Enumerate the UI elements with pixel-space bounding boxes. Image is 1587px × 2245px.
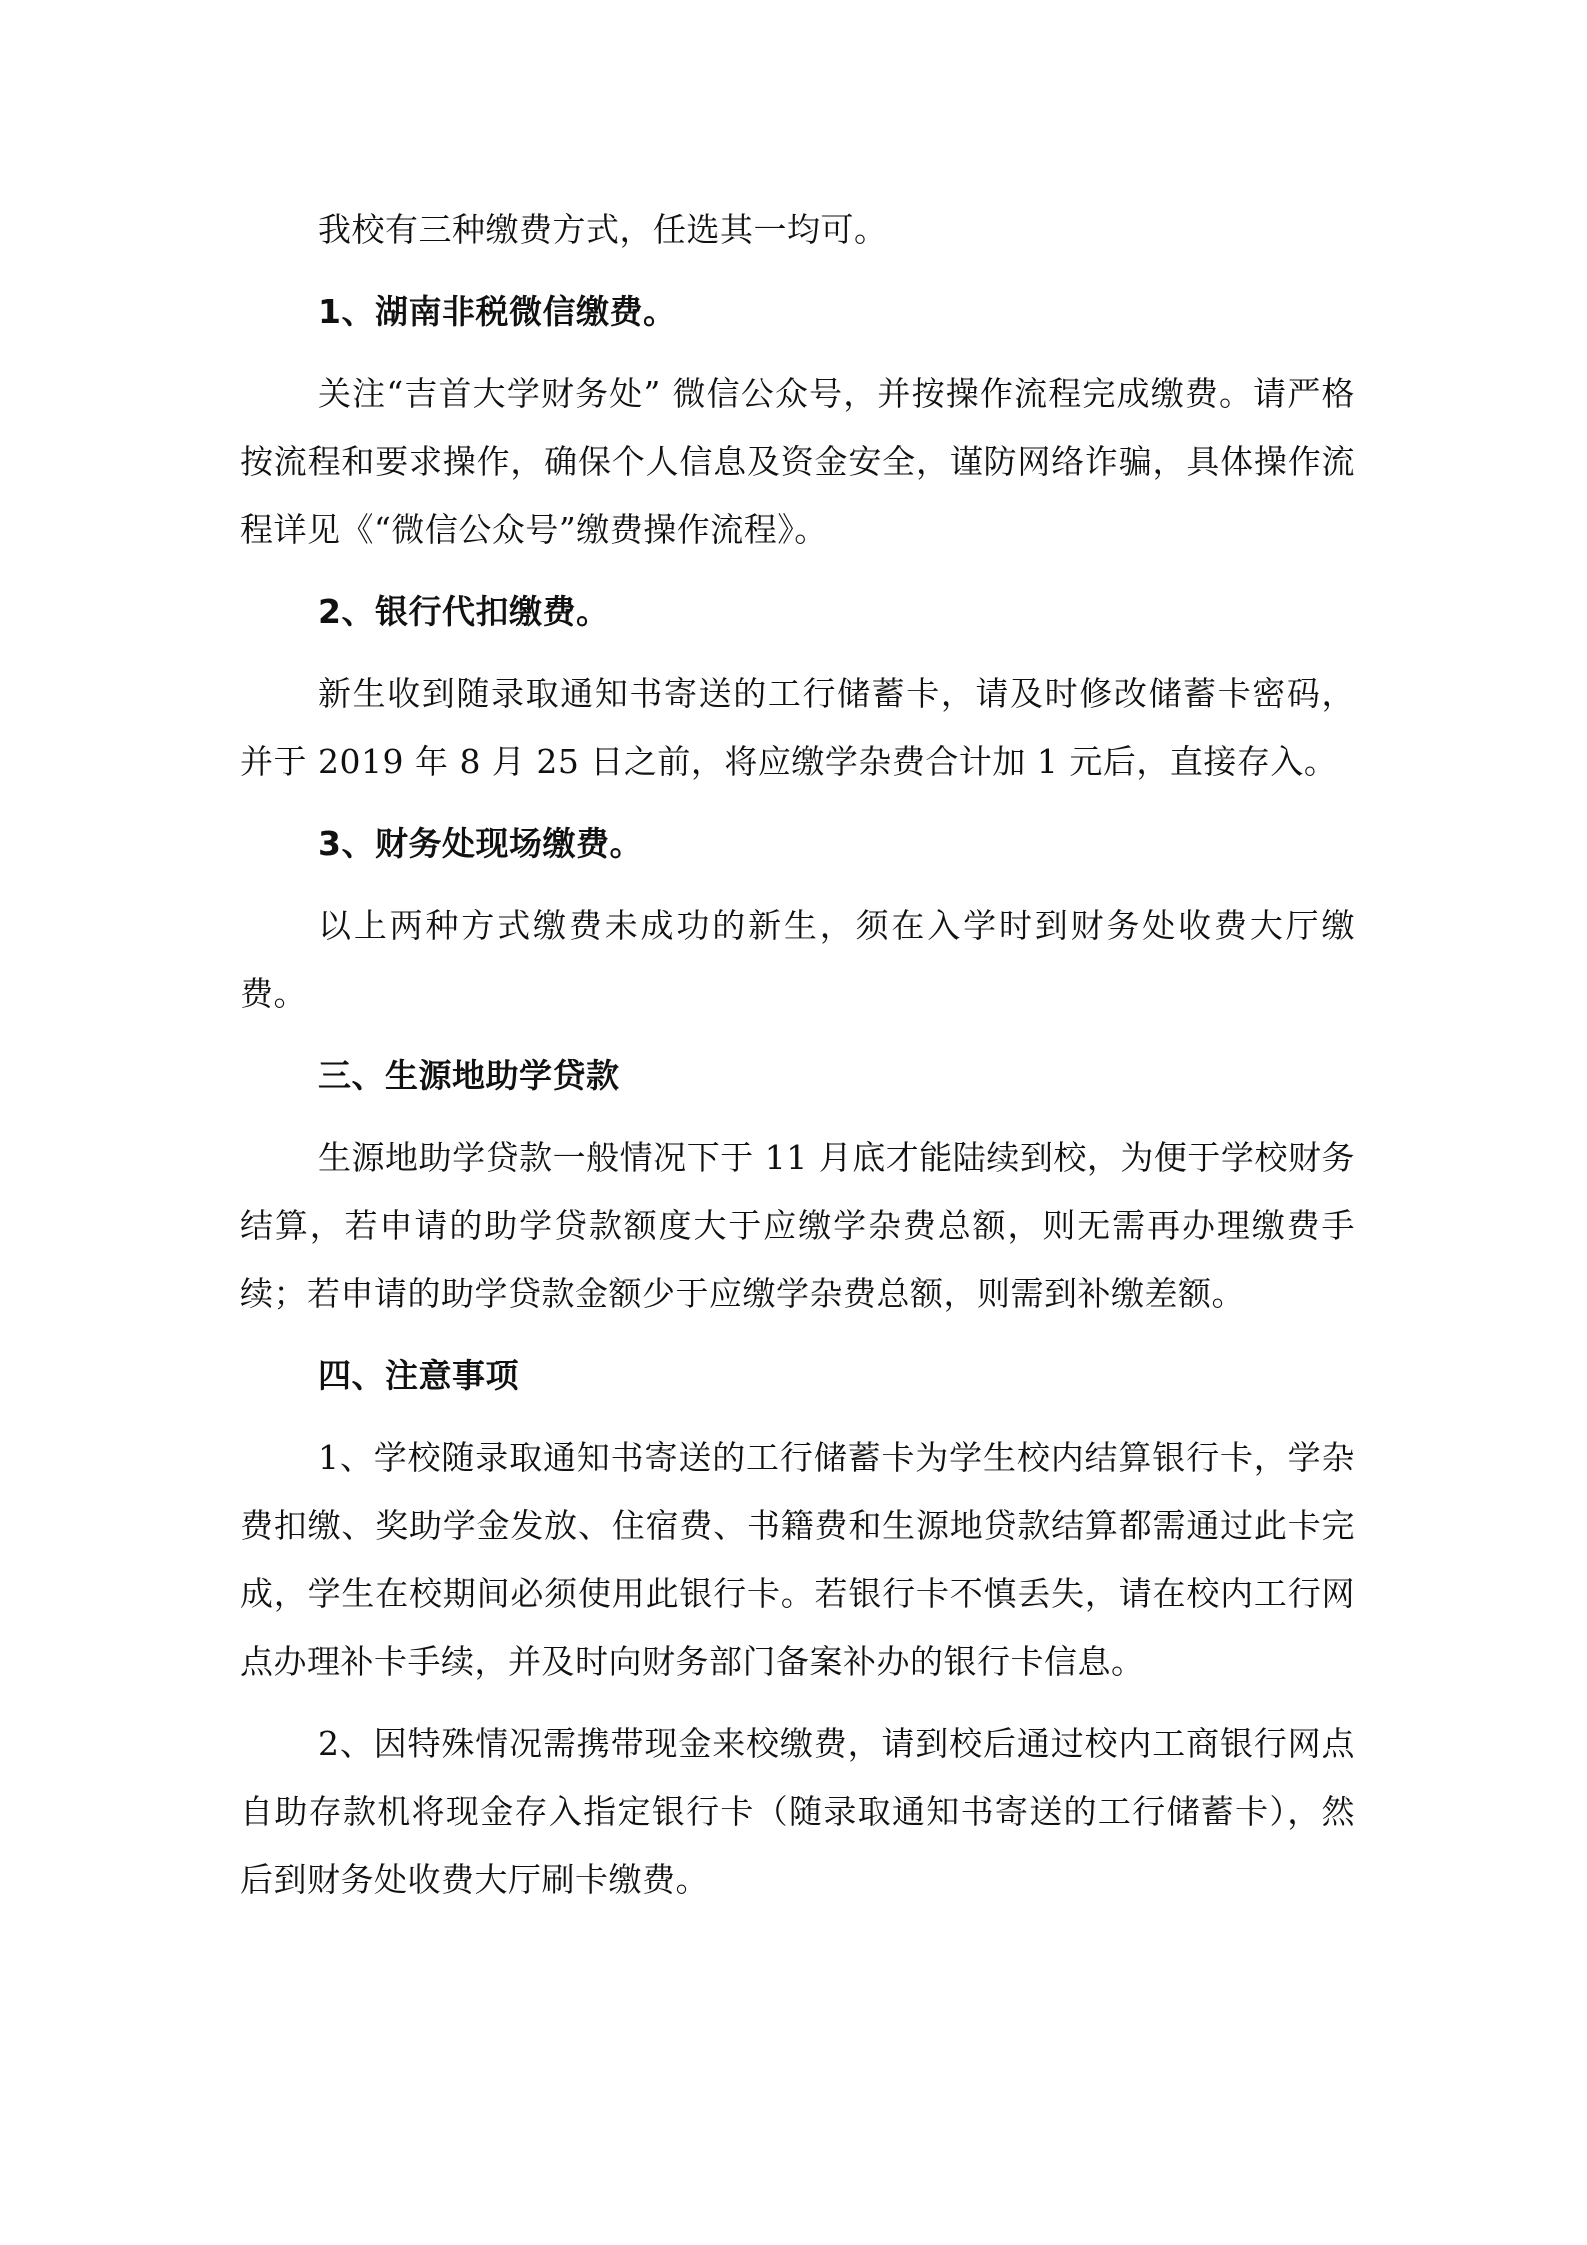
intro-paragraph: 我校有三种缴费方式，任选其一均可。 — [318, 210, 888, 249]
method3-paragraph: 以上两种方式缴费未成功的新生，须在入学时到财务处收费大厅缴费。 — [240, 906, 1355, 1013]
notice2-paragraph: 2、因特殊情况需携带现金来校缴费，请到校后通过校内工商银行网点自助存款机将现金存入指定银行卡（随录取通知书寄送的工行储蓄卡），然后到财务处收费大厅刷卡缴费。 — [240, 1724, 1355, 1899]
method3-title: 3、财务处现场缴费。 — [318, 824, 643, 863]
section4-heading: 四、注意事项 — [318, 1356, 519, 1395]
section3-heading: 三、生源地助学贷款 — [318, 1056, 620, 1095]
document-body — [240, 196, 1355, 1914]
method1-paragraph: 关注“吉首大学财务处” 微信公众号，并按操作流程完成缴费。请严格按流程和要求操作，确保个人信息及资金安全，谨防网络诈骗，具体操作流程详见《“微信公众号”缴费操作流程》。 — [240, 374, 1355, 549]
method2-paragraph: 新生收到随录取通知书寄送的工行储蓄卡，请及时修改储蓄卡密码，并于 2019 年 8 月 25 日之前，将应缴学杂费合计加 1 元后，直接存入。 — [240, 674, 1355, 781]
method1-title: 1、湖南非税微信缴费。 — [318, 292, 677, 331]
notice1-paragraph: 1、学校随录取通知书寄送的工行储蓄卡为学生校内结算银行卡，学杂费扣缴、奖助学金发放、住宿费、书籍费和生源地贷款结算都需通过此卡完成，学生在校期间必须使用此银行卡。若银行卡不慎丢失，请在校内工行网点办理补卡手续，并及时向财务部门备案补办的银行卡信息。 — [240, 1438, 1355, 1681]
method2-title: 2、银行代扣缴费。 — [318, 592, 610, 631]
section3-paragraph: 生源地助学贷款一般情况下于 11 月底才能陆续到校，为便于学校财务结算，若申请的助学贷款额度大于应缴学杂费总额，则无需再办理缴费手续；若申请的助学贷款金额少于应缴学杂费总额，则需到补缴差额。 — [240, 1138, 1355, 1313]
